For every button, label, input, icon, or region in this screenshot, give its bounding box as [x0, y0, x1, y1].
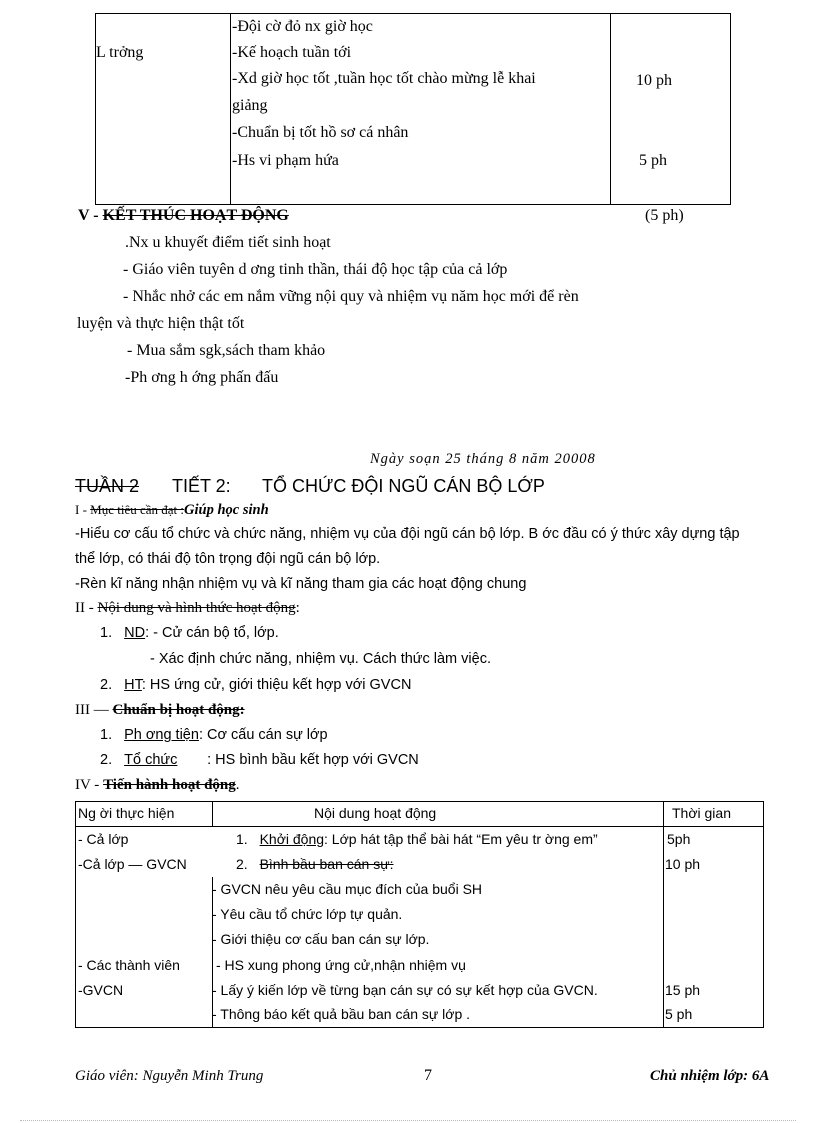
list-item: -Hs vi phạm hứa [232, 152, 339, 169]
list-item: -Chuẩn bị tốt hồ sơ cá nhân [232, 124, 409, 141]
table-row [236, 831, 598, 847]
item-label: Bình bầu ban cán sự: [259, 856, 394, 872]
section-5-heading [78, 207, 289, 225]
list-item [100, 677, 411, 693]
performer-cell: - Các thành viên [78, 957, 180, 973]
section-prefix: IV - [75, 777, 104, 793]
section-prefix: I - [75, 502, 91, 517]
list-item [100, 727, 328, 743]
paragraph-line: luyện và thực hiện thật tốt [77, 315, 245, 332]
date-line: Ngày soạn 25 tháng 8 năm 20008 [370, 451, 596, 467]
paragraph-line: -Ph ơng h ớng phấn đấu [125, 369, 279, 386]
section-label: Nội dung và hình thức hoạt động [97, 600, 296, 616]
teacher-name: Giáo viên: Nguyễn Minh Trung [75, 1068, 264, 1084]
table-row: - GVCN nêu yêu cầu mục đích của buổi SH [212, 881, 483, 897]
table-row: - Yêu cầu tổ chức lớp tự quản. [212, 906, 403, 922]
list-item: -Đội cờ đỏ nx giờ học [232, 18, 373, 35]
section-3-heading [75, 702, 245, 719]
lesson-label: TIẾT 2: [172, 476, 231, 496]
section-suffix: . [235, 777, 240, 793]
list-item: -Kế hoạch tuần tới [232, 44, 352, 61]
section-prefix: III — [75, 702, 113, 718]
table-divider [663, 802, 664, 1027]
item-number: 1. [100, 727, 113, 743]
section-prefix: II - [75, 600, 98, 616]
page-edge-divider [20, 1120, 796, 1121]
item-text: : HS ứng cử, giới thiệu kết hợp với GVCN [141, 677, 412, 693]
section-label: Tiến hành hoạt động [103, 777, 236, 793]
page-number: 7 [424, 1067, 432, 1084]
table-divider [212, 877, 213, 1027]
item-label: Ph ơng tiện [124, 727, 199, 743]
paragraph-line: - Nhắc nhở các em nắm vững nội quy và nhiệm vụ năm học mới để rèn [123, 288, 579, 305]
section-4-heading [75, 777, 240, 794]
table-row-line [76, 826, 763, 827]
performer-cell: - Cả lớp [78, 831, 129, 847]
item-number: 1. [236, 831, 248, 847]
time-cell: 10 ph [665, 856, 701, 872]
paragraph-line: - Mua sắm sgk,sách tham khảo [127, 342, 326, 359]
list-item [100, 625, 279, 641]
page-title: TỔ CHỨC ĐỘI NGŨ CÁN BỘ LỚP [262, 476, 545, 496]
list-item: -Xd giờ học tốt ,tuần học tốt chào mừng lễ khai [232, 70, 536, 87]
list-sub-item: - Xác định chức năng, nhiệm vụ. Cách thức làm việc. [150, 651, 491, 667]
section-1-heading [75, 502, 269, 519]
item-label: ND [124, 625, 146, 641]
time-cell: 5 ph [639, 152, 667, 169]
section-suffix: : [295, 600, 300, 616]
section-prefix: V - [78, 207, 103, 224]
column-header: Ng ời thực hiện [78, 805, 175, 821]
section-emphasis: Giúp học sinh [184, 502, 269, 518]
item-number: 2. [100, 677, 113, 693]
table-row: - Giới thiệu cơ cấu ban cán sự lớp. [212, 931, 430, 947]
section-title: KẾT THÚC HOẠT ĐỘNG [102, 207, 289, 224]
paragraph-line: - Giáo viên tuyên d ơng tinh thần, thái độ học tập của cả lớp [123, 261, 508, 278]
item-label: Khởi động [259, 831, 325, 847]
table-row: - HS xung phong ứng cử,nhận nhiệm vụ [216, 957, 466, 973]
item-number: 2. [236, 856, 248, 872]
paragraph-line: thể lớp, có thái độ tôn trọng đội ngũ cán bộ lớp. [75, 551, 381, 567]
paragraph-line: .Nx u khuyết điểm tiết sinh hoạt [125, 234, 331, 251]
item-text: : HS bình bầu kết hợp với GVCN [207, 752, 419, 768]
list-item [100, 752, 419, 768]
class-label: Chủ nhiệm lớp: 6A [650, 1068, 770, 1084]
section-2-heading [75, 600, 300, 617]
performer-cell: -GVCN [78, 982, 124, 998]
section-time: (5 ph) [645, 207, 684, 224]
item-number: 2. [100, 752, 113, 768]
column-header: Nội dung hoạt động [314, 805, 437, 821]
performer-cell: -Cả lớp — GVCN [78, 856, 187, 872]
item-label: HT [124, 677, 142, 693]
table-divider [230, 14, 231, 204]
item-text: : Cơ cấu cán sự lớp [198, 727, 328, 743]
paragraph-line: -Hiểu cơ cấu tổ chức và chức năng, nhiệm vụ của đội ngũ cán bộ lớp. B ớc đầu có ý thức xây dựng tập [75, 526, 740, 542]
item-label: Tổ chức [124, 752, 178, 768]
time-cell: 5ph [667, 831, 691, 847]
table-row: - Thông báo kết quả bầu ban cán sự lớp . [212, 1006, 471, 1022]
table-divider [212, 802, 213, 826]
table-row: - Lấy ý kiến lớp về từng bạn cán sự có sự kết hợp của GVCN. [212, 982, 598, 998]
section-label: Mục tiêu cần đạt : [90, 502, 185, 517]
time-cell: 10 ph [636, 72, 672, 89]
table-row [236, 856, 394, 872]
top-activity-table [95, 13, 731, 205]
time-cell: 15 ph [665, 982, 701, 998]
section-label: Chuẩn bị hoạt động: [112, 702, 245, 718]
leader-cell: L trởng [96, 44, 144, 61]
time-cell: 5 ph [665, 1006, 693, 1022]
paragraph-line: -Rèn kĩ năng nhận nhiệm vụ và kĩ năng tham gia các hoạt động chung [75, 576, 527, 592]
activity-table [75, 801, 764, 1028]
item-text: : - Cử cán bộ tổ, lớp. [145, 625, 279, 641]
item-text: : Lớp hát tập thể bài hát “Em yêu tr ờng em” [324, 831, 598, 847]
week-label: TUẦN 2 [75, 476, 140, 496]
column-header: Thời gian [672, 805, 731, 821]
item-number: 1. [100, 625, 113, 641]
list-item: giảng [232, 97, 268, 114]
table-divider [610, 14, 611, 204]
